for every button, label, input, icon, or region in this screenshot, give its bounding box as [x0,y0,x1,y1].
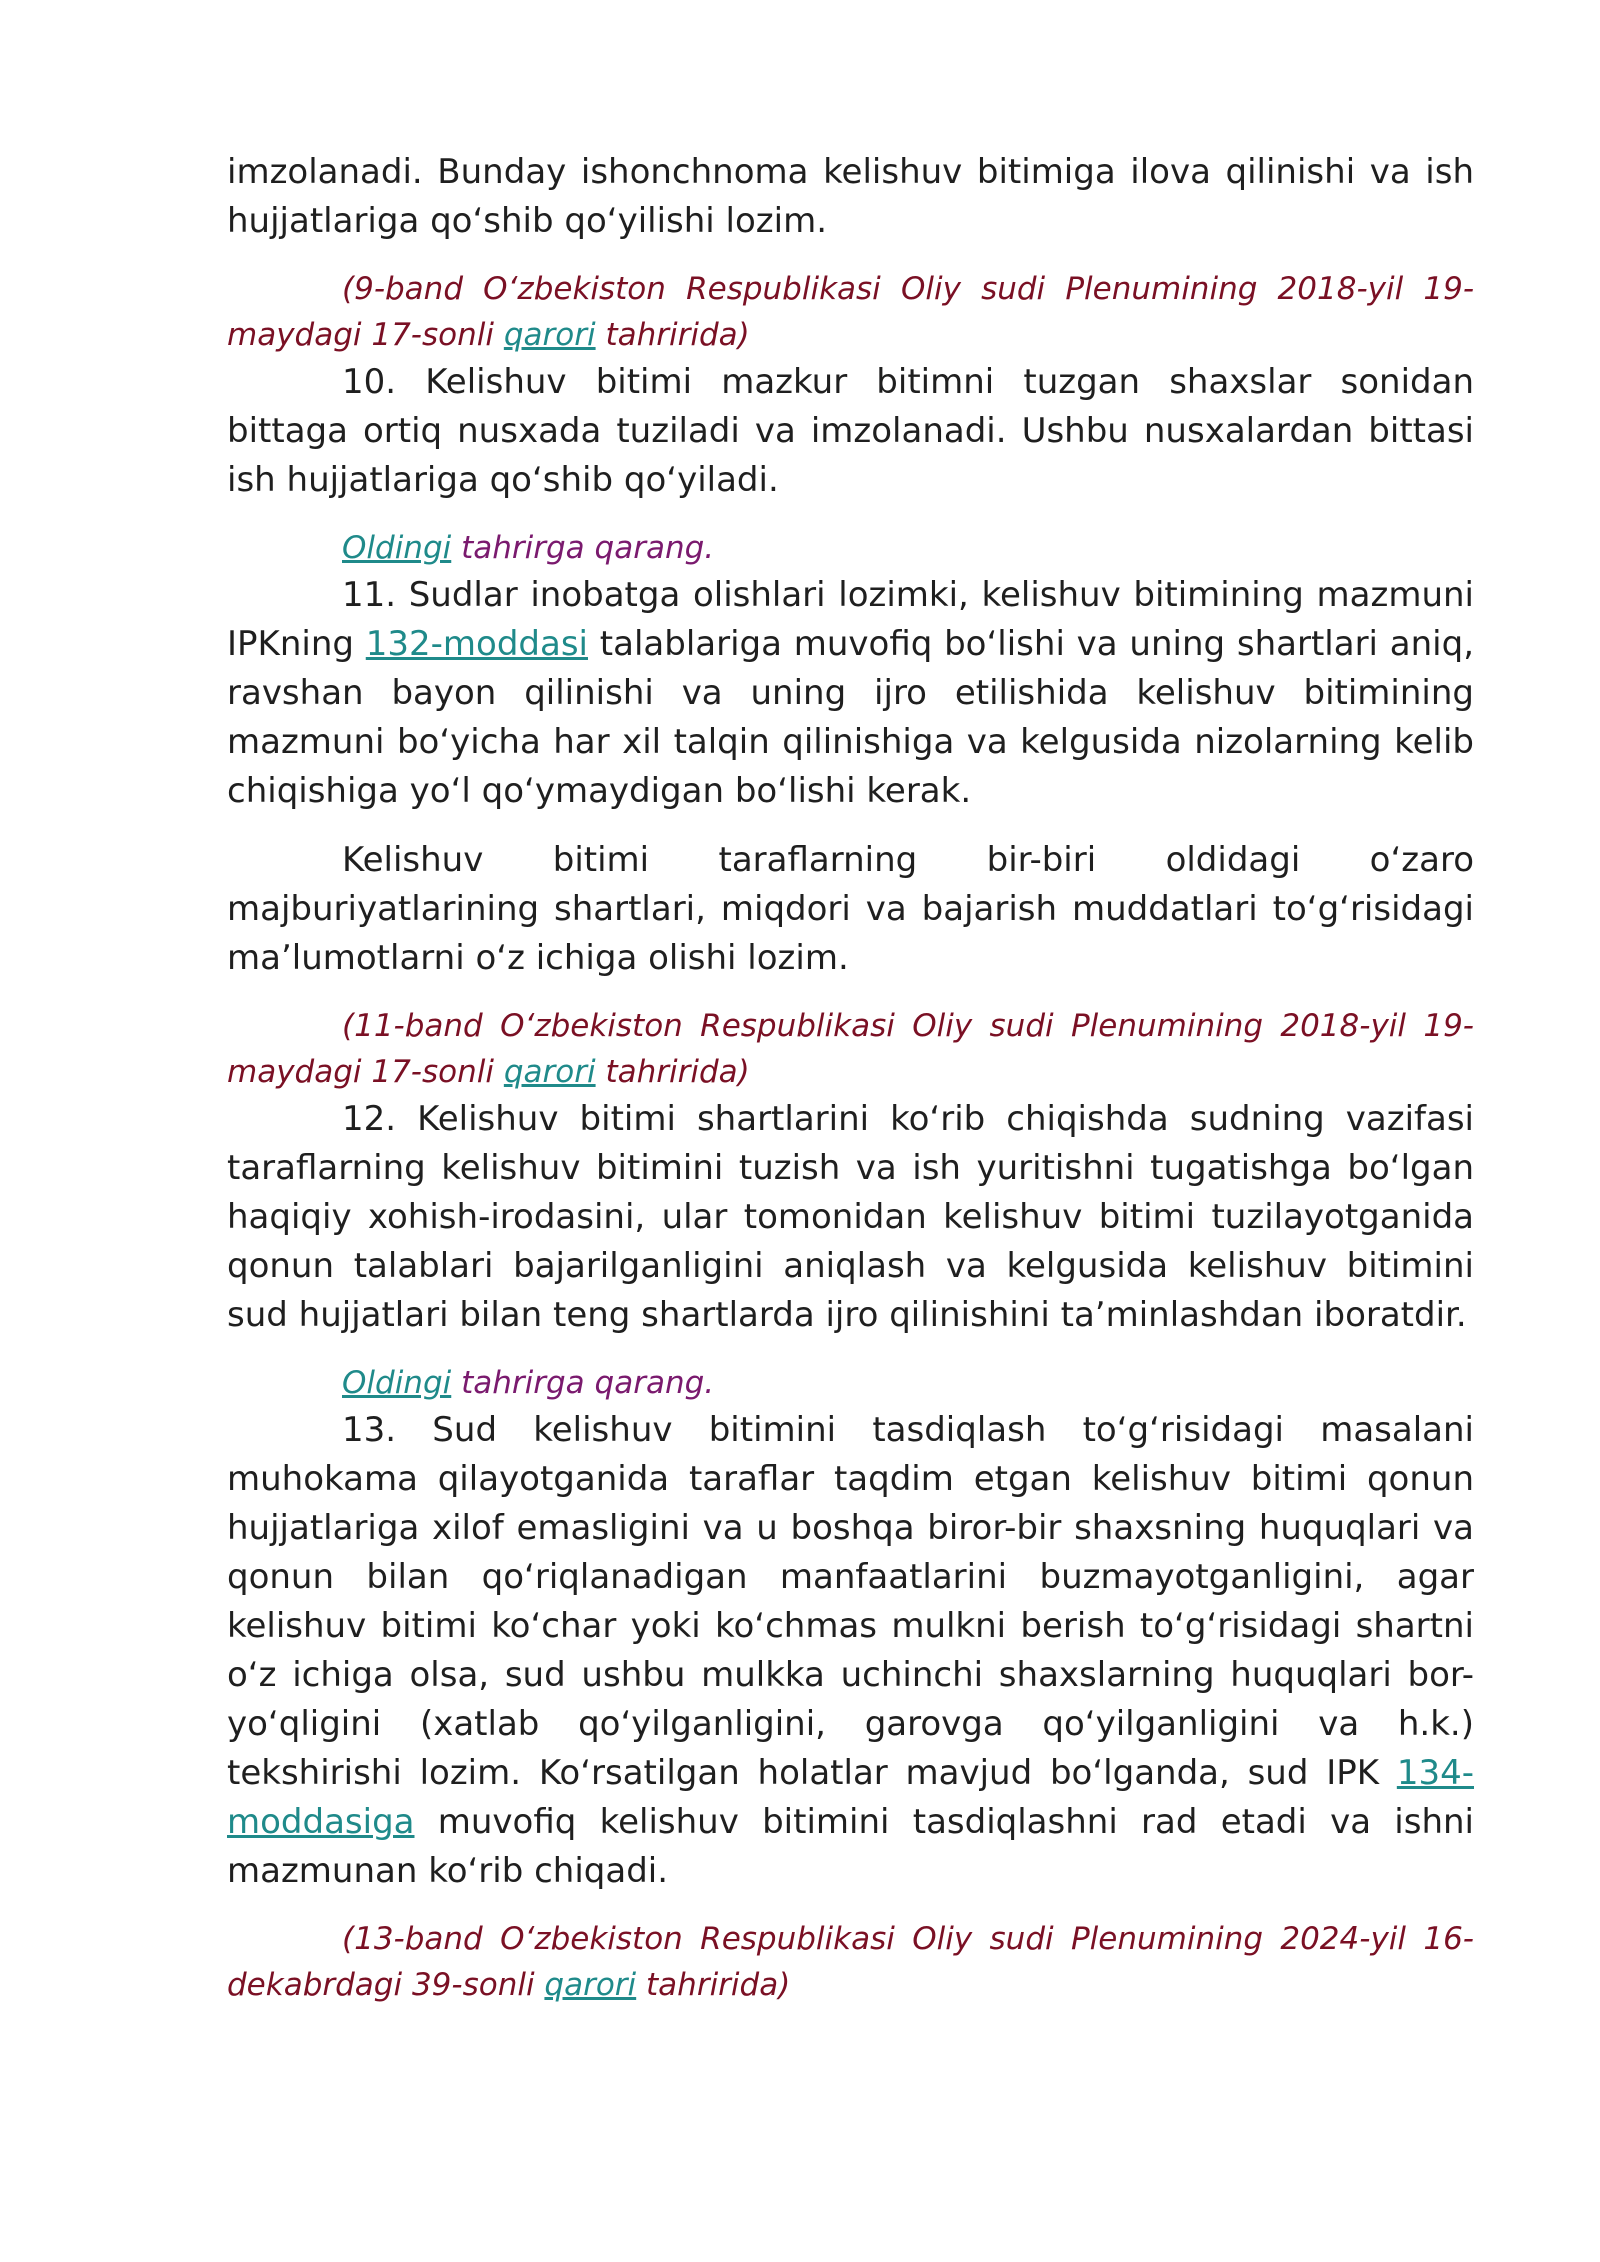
paragraph-continuation: imzolanadi. Bunday ishonchnoma kelishuv bitimiga ilova qilinishi va ish hujjatlariga qo‘shib qo‘yilishi lozim. [227,152,1474,241]
article-134-link[interactable]: 134-moddasiga [227,1753,1474,1842]
edition-note-suffix: tahririda) [595,317,750,353]
article-132-link[interactable]: 132-moddasi [365,624,588,664]
document-page [227,148,1474,2008]
previous-edition-link[interactable]: Oldingi [342,1365,452,1401]
edition-note-13 [227,1916,1474,2008]
paragraph-12: 12. Kelishuv bitimi shartlarini ko‘rib chiqishda sudning vazifasi taraflarning kelishuv bitimini tuzish va ish yuritishni tugatishga bo‘lgan haqiqiy xohish-irodasini, ular tomonidan kelishuv bitimi tuzilayotganida qonun talablari bajarilganligini aniqlash va kelgusida kelishuv bitimini sud hujjatlari bilan teng shartlarda ijro qilinishini ta’minlashdan iboratdir. [227,1099,1474,1335]
qarori-link[interactable]: qarori [503,1054,596,1090]
paragraph-13-text: 13. Sud kelishuv bitimini tasdiqlash to‘g‘risidagi masalani muhokama qilayotganida taraflar taqdim etgan kelishuv bitimi qonun hujjatlariga xilof emasligini va u boshqa biror-bir shaxsning huquqlari va qonun bilan qo‘riqlanadigan manfaatlarini buzmayotganligini, agar kelishuv bitimi ko‘char yoki ko‘chmas mulkni berish to‘g‘risidagi shartni o‘z ichiga olsa, sud ushbu mulkka uchinchi shaxslarning huquqlari bor-yo‘qligini (xatlab qo‘yilganligini, garovga qo‘yilganligini va h.k.) tekshirishi lozim. Ko‘rsatilgan holatlar mavjud bo‘lganda, sud IPK [227,1410,1474,1793]
paragraph-13 [227,1406,1474,1896]
paragraph-10: 10. Kelishuv bitimi mazkur bitimni tuzgan shaxslar sonidan bittaga ortiq nusxada tuziladi va imzolanadi. Ushbu nusxalardan bittasi ish hujjatlariga qo‘shib qo‘yiladi. [227,362,1474,500]
previous-edition-link[interactable]: Oldingi [342,530,452,566]
qarori-link[interactable]: qarori [503,317,596,353]
paragraph-13-text-end: muvofiq kelishuv bitimini tasdiqlashni rad etadi va ishni mazmunan ko‘rib chiqadi. [227,1802,1474,1891]
paragraph-11-continued: Kelishuv bitimi taraflarning bir-biri oldidagi o‘zaro majburiyatlarining shartlari, miqdori va bajarish muddatlari to‘g‘risidagi ma’lumotlarni o‘z ichiga olishi lozim. [227,840,1474,978]
previous-edition-text: tahrirga qarang. [451,530,715,566]
paragraph-11 [227,571,1474,816]
previous-edition-text: tahrirga qarang. [451,1365,715,1401]
edition-note-text: (11-band O‘zbekiston Respublikasi Oliy sudi Plenumining 2018-yil 19-maydagi 17-sonli [227,1008,1474,1090]
previous-edition-note [227,1360,1474,1406]
edition-note-9 [227,266,1474,358]
edition-note-text: (13-band O‘zbekiston Respublikasi Oliy sudi Plenumining 2024-yil 16-dekabrdagi 39-sonli [227,1921,1474,2003]
edition-note-text: (9-band O‘zbekiston Respublikasi Oliy sudi Plenumining 2018-yil 19-maydagi 17-sonli [227,271,1474,353]
edition-note-11 [227,1003,1474,1095]
edition-note-suffix: tahririda) [595,1054,750,1090]
paragraph-11-text: 11. Sudlar inobatga olishlari lozimki, kelishuv bitimining mazmuni IPKning [227,575,1474,664]
paragraph-11-text-end: talablariga muvofiq bo‘lishi va uning shartlari aniq, ravshan bayon qilinishi va uning ijro etilishida kelishuv bitimining mazmuni bo‘yicha har xil talqin qilinishiga va kelgusida nizolarning kelib chiqishiga yo‘l qo‘ymaydigan bo‘lishi kerak. [227,624,1475,811]
edition-note-suffix: tahririda) [636,1967,791,2003]
qarori-link[interactable]: qarori [544,1967,637,2003]
previous-edition-note [227,525,1474,571]
